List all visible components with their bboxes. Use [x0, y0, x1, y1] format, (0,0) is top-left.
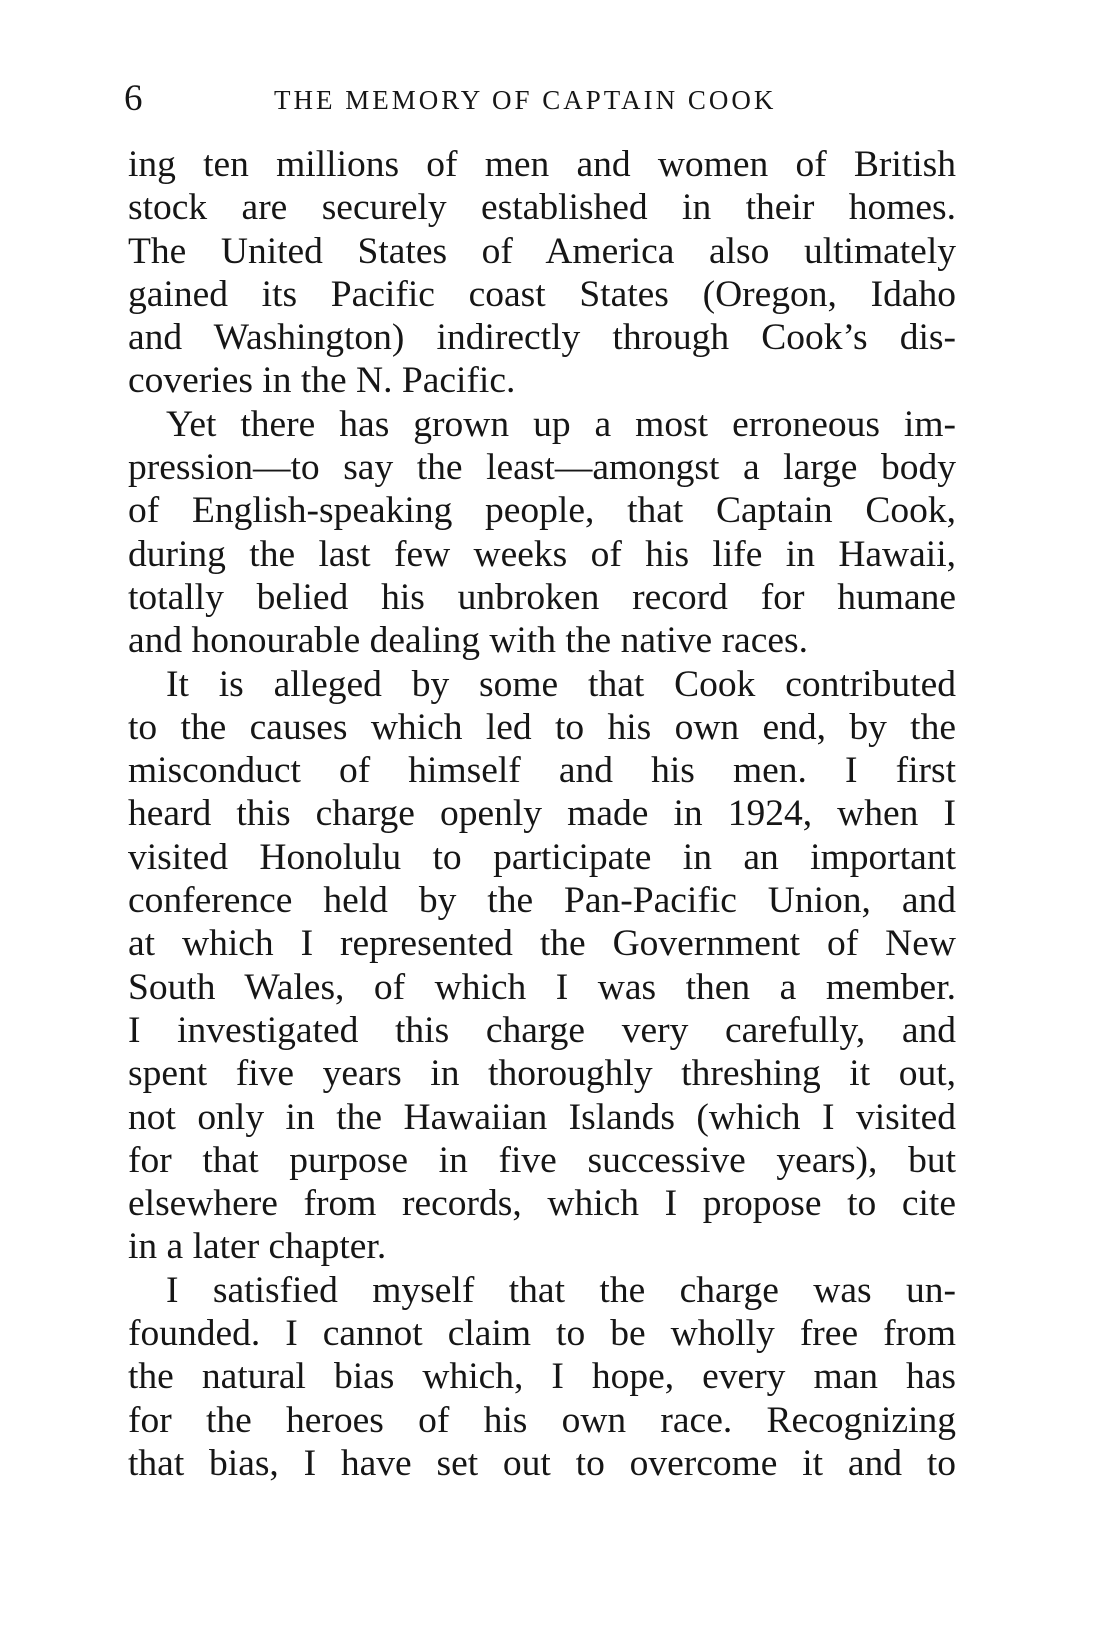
text-line: The United States of America also ultimately — [128, 230, 956, 272]
text-line: It is alleged by some that Cook contributed — [166, 663, 956, 705]
text-line: South Wales, of which I was then a member. — [128, 966, 956, 1008]
text-line: and honourable dealing with the native races. — [128, 620, 808, 662]
body-text — [128, 143, 956, 1485]
text-line: elsewhere from records, which I propose to cite — [128, 1183, 956, 1225]
text-line: and Washington) indirectly through Cook’s dis- — [128, 317, 956, 359]
text-line: Yet there has grown up a most erroneous im- — [166, 403, 956, 445]
text-line: during the last few weeks of his life in Hawaii, — [128, 533, 956, 575]
text-line: I satisfied myself that the charge was un- — [166, 1269, 956, 1311]
text-line: pression—to say the least—amongst a large body — [128, 447, 956, 489]
text-line: stock are securely established in their homes. — [128, 187, 956, 229]
text-line: visited Honolulu to participate in an important — [128, 836, 956, 878]
text-line: not only in the Hawaiian Islands (which I visited — [128, 1096, 956, 1138]
text-line: ing ten millions of men and women of British — [128, 144, 956, 185]
text-line: to the causes which led to his own end, by the — [128, 706, 956, 748]
text-line: the natural bias which, I hope, every man has — [128, 1356, 956, 1398]
running-title: THE MEMORY OF CAPTAIN COOK — [274, 85, 777, 115]
text-line: spent five years in thoroughly threshing it out, — [128, 1053, 956, 1095]
text-line: totally belied his unbroken record for humane — [128, 576, 956, 618]
text-line: I investigated this charge very carefully, and — [128, 1009, 956, 1051]
running-head — [124, 74, 954, 124]
page-number: 6 — [124, 78, 143, 119]
text-line: conference held by the Pan-Pacific Union, and — [128, 880, 956, 922]
text-line: in a later chapter. — [128, 1226, 387, 1268]
text-line: coveries in the N. Pacific. — [128, 360, 516, 402]
text-line: heard this charge openly made in 1924, when I — [128, 793, 956, 835]
text-line: founded. I cannot claim to be wholly free from — [128, 1313, 956, 1355]
text-line: at which I represented the Government of New — [128, 923, 956, 965]
text-line: gained its Pacific coast States (Oregon, Idaho — [128, 273, 956, 315]
text-line: misconduct of himself and his men. I first — [128, 750, 956, 792]
text-line: for the heroes of his own race. Recognizing — [128, 1399, 956, 1441]
text-line: for that purpose in five successive years), but — [128, 1139, 956, 1181]
text-line: of English-speaking people, that Captain Cook, — [128, 490, 956, 532]
text-line: that bias, I have set out to overcome it and to — [128, 1442, 956, 1484]
